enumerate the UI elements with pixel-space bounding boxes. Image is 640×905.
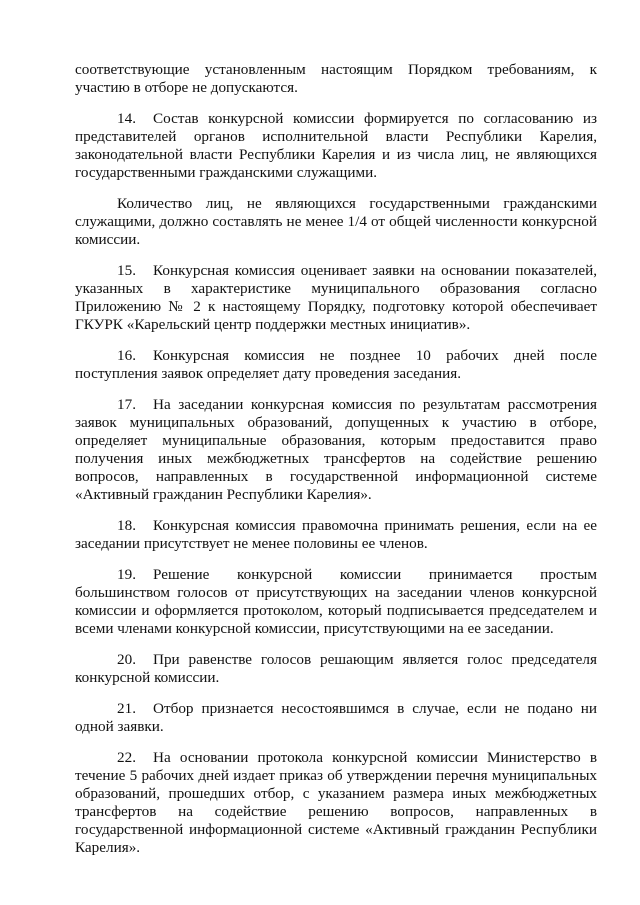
paragraph-text: Конкурсная комиссия правомочна принимать решения, если на ее заседании присутствует не менее половины ее членов. — [75, 517, 597, 552]
paragraph-text: Отбор признается несостоявшимся в случае, если не подано ни одной заявки. — [75, 700, 597, 735]
paragraph-19 — [75, 566, 597, 638]
paragraph-text: соответствующие установленным настоящим Порядком требованиям, к участию в отборе не допускаются. — [75, 61, 597, 96]
paragraph-14-continued — [75, 195, 597, 249]
paragraph-14 — [75, 110, 597, 182]
paragraph-number: 22. — [117, 749, 136, 766]
paragraph-text: На заседании конкурсная комиссия по результатам рассмотрения заявок муниципальных образований, допущенных к участию в отборе, определяет муниципальные образования, которым предоставится право получения иных межбюджетных трансфертов на содействие решению вопросов, направленных в государственной информационной системе «Активный гражданин Республики Карелия». — [75, 396, 597, 503]
paragraph-18 — [75, 517, 597, 553]
paragraph-number: 20. — [117, 651, 136, 668]
paragraph-text: При равенстве голосов решающим является голос председателя конкурсной комиссии. — [75, 651, 597, 686]
paragraph-number: 18. — [117, 517, 136, 534]
paragraph-text: На основании протокола конкурсной комиссии Министерство в течение 5 рабочих дней издает приказ об утверждении перечня муниципальных образований, прошедших отбор, с указанием размера иных межбюджетных трансфертов на содействие решению вопросов, направленных в государственной информационной системе «Активный гражданин Республики Карелия». — [75, 749, 597, 856]
paragraph-22 — [75, 749, 597, 857]
document-page — [75, 61, 597, 870]
paragraph-17 — [75, 396, 597, 504]
paragraph-15 — [75, 262, 597, 334]
paragraph-20 — [75, 651, 597, 687]
paragraph-number: 16. — [117, 347, 136, 364]
paragraph-16 — [75, 347, 597, 383]
paragraph-number: 14. — [117, 110, 136, 127]
paragraph-number: 15. — [117, 262, 136, 279]
paragraph-text: Состав конкурсной комиссии формируется по согласованию из представителей органов исполнительной власти Республики Карелия, законодательной власти Республики Карелия и из числа лиц, не являющихся государственными гражданскими служащими. — [75, 110, 597, 181]
paragraph-text: Решение конкурсной комиссии принимается простым большинством голосов от присутствующих на заседании членов конкурсной комиссии и оформляется протоколом, который подписывается председателем и всеми членами конкурсной комиссии, присутствующими на ее заседании. — [75, 566, 597, 637]
paragraph-number: 17. — [117, 396, 136, 413]
paragraph-21 — [75, 700, 597, 736]
paragraph-number: 21. — [117, 700, 136, 717]
paragraph-text: Конкурсная комиссия оценивает заявки на основании показателей, указанных в характеристике муниципального образования согласно Приложению № 2 к настоящему Порядку, подготовку которой обеспечивает ГКУРК «Карельский центр поддержки местных инициатив». — [75, 262, 597, 333]
paragraph-text: Количество лиц, не являющихся государственными гражданскими служащими, должно составлять не менее 1/4 от общей численности конкурсной комиссии. — [75, 195, 597, 248]
paragraph-continuation — [75, 61, 597, 97]
paragraph-text: Конкурсная комиссия не позднее 10 рабочих дней после поступления заявок определяет дату проведения заседания. — [75, 347, 597, 382]
paragraph-number: 19. — [117, 566, 136, 583]
